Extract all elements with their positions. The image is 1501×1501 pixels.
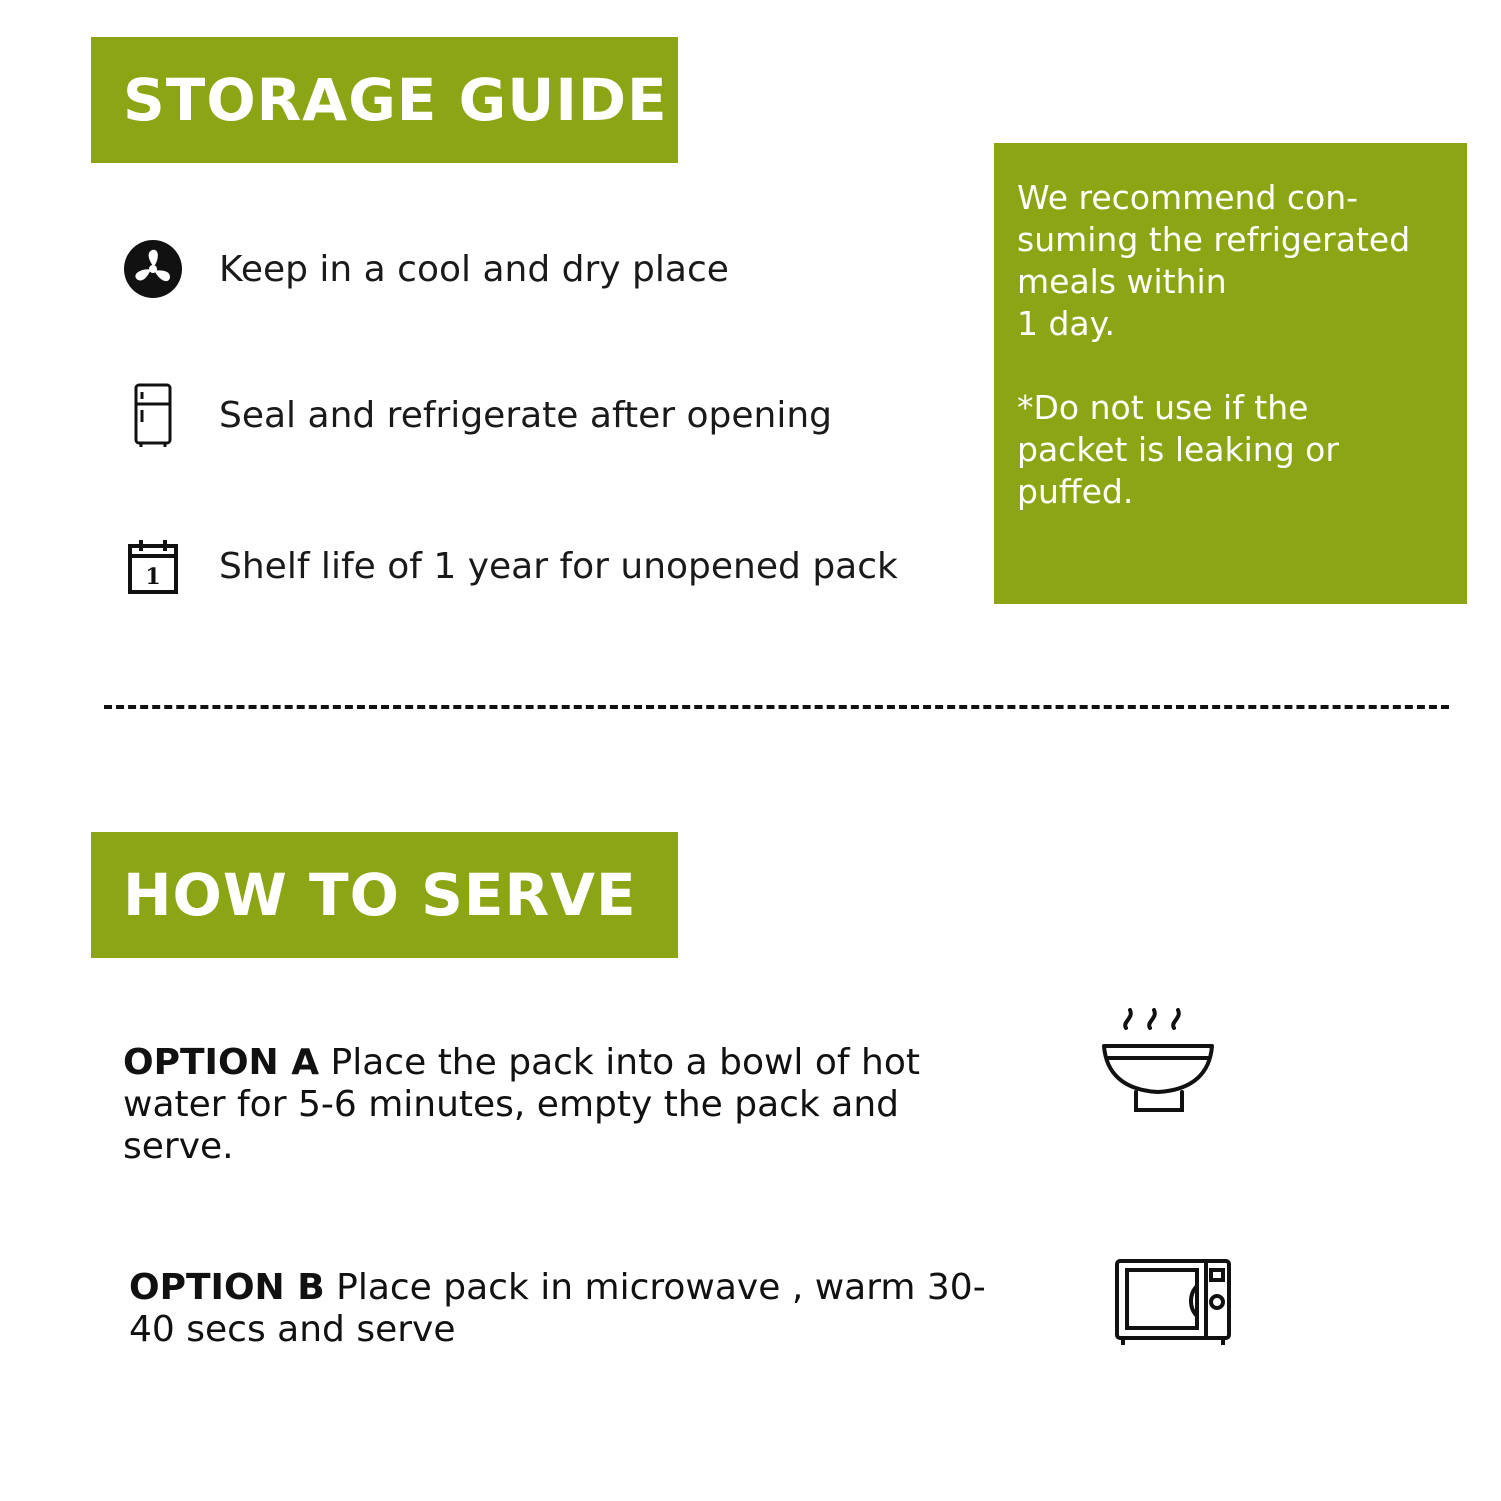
storage-item-refrigerate — [120, 382, 833, 448]
storage-guide-title: STORAGE GUIDE — [123, 66, 668, 134]
note-warning: *Do not use if the packet is leaking or puffed. — [1017, 388, 1339, 511]
option-text: Place the pack into a bowl of hot water for 5-6 minutes, empty the pack and serve. — [123, 1042, 920, 1167]
option-label: OPTION B — [129, 1267, 325, 1308]
refrigeration-note-box — [994, 143, 1467, 604]
svg-text:1: 1 — [145, 564, 161, 590]
microwave-icon — [1113, 1258, 1233, 1353]
storage-guide-banner — [91, 37, 678, 163]
storage-item-text: Keep in a cool and dry place — [219, 248, 729, 290]
storage-item-shelf-life — [120, 533, 898, 599]
serve-option-b — [129, 1267, 999, 1351]
note-recommendation: We recommend con- suming the refrigerated meals within 1 day. — [1017, 178, 1411, 343]
refrigerator-icon — [120, 382, 186, 448]
how-to-serve-title: HOW TO SERVE — [123, 861, 637, 929]
storage-item-text: Shelf life of 1 year for unopened pack — [219, 545, 898, 587]
fan-icon — [120, 236, 186, 302]
storage-item-cool-dry — [120, 236, 729, 302]
serve-option-a — [123, 1042, 993, 1168]
section-divider — [104, 705, 1449, 709]
option-text: Place pack in microwave , warm 30-40 secs and serve — [129, 1267, 986, 1350]
steaming-bowl-icon — [1098, 1000, 1218, 1123]
how-to-serve-banner — [91, 832, 678, 958]
storage-item-text: Seal and refrigerate after opening — [219, 394, 833, 436]
calendar-icon — [120, 533, 186, 599]
option-label: OPTION A — [123, 1042, 320, 1083]
